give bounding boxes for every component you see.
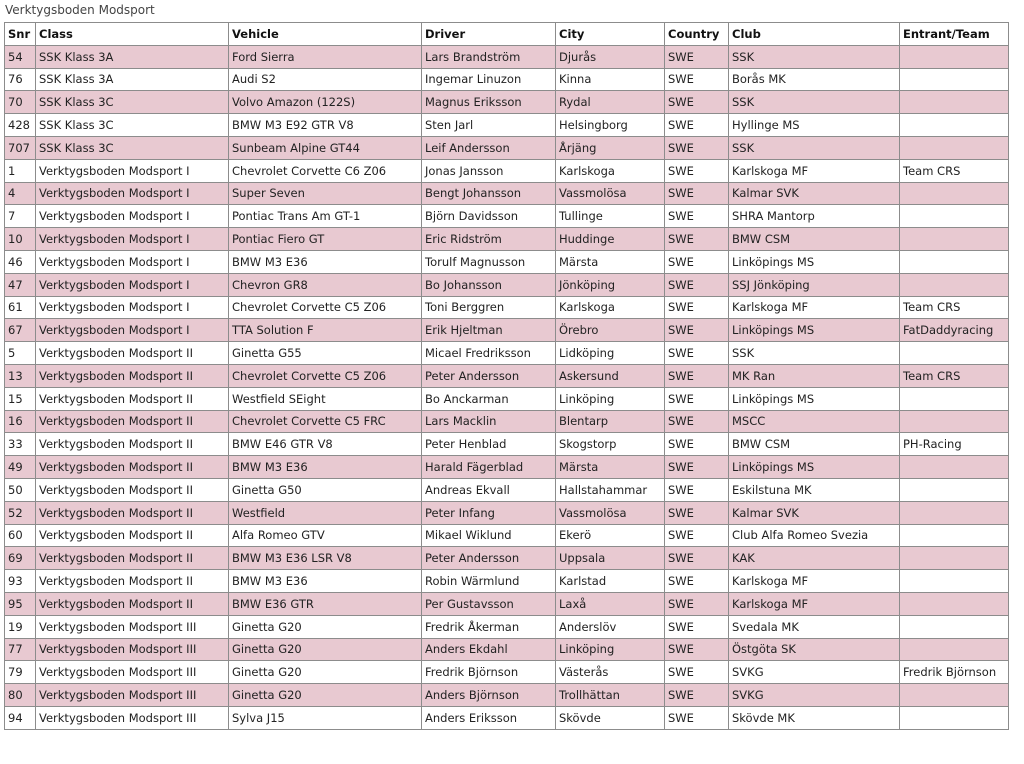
cell-snr: 19 (5, 615, 36, 638)
cell-entrant-team (900, 570, 1009, 593)
cell-club: BMW CSM (729, 433, 900, 456)
cell-class: Verktygsboden Modsport I (36, 159, 229, 182)
cell-class: Verktygsboden Modsport I (36, 182, 229, 205)
cell-entrant-team (900, 250, 1009, 273)
cell-entrant-team: Team CRS (900, 296, 1009, 319)
cell-city: Jönköping (556, 273, 665, 296)
cell-driver: Bo Johansson (422, 273, 556, 296)
cell-snr: 16 (5, 410, 36, 433)
table-row (5, 319, 1009, 342)
cell-city: Skövde (556, 706, 665, 729)
cell-country: SWE (665, 387, 729, 410)
cell-entrant-team (900, 410, 1009, 433)
cell-driver: Eric Ridström (422, 228, 556, 251)
cell-club: SSJ Jönköping (729, 273, 900, 296)
cell-country: SWE (665, 547, 729, 570)
cell-vehicle: Chevrolet Corvette C5 FRC (229, 410, 422, 433)
cell-entrant-team (900, 273, 1009, 296)
cell-vehicle: Chevrolet Corvette C6 Z06 (229, 159, 422, 182)
cell-country: SWE (665, 250, 729, 273)
page-title: Verktygsboden Modsport (5, 3, 155, 17)
cell-city: Linköping (556, 387, 665, 410)
cell-class: Verktygsboden Modsport II (36, 387, 229, 410)
cell-city: Trollhättan (556, 684, 665, 707)
cell-country: SWE (665, 159, 729, 182)
cell-city: Karlskoga (556, 159, 665, 182)
cell-city: Djurås (556, 45, 665, 68)
cell-city: Västerås (556, 661, 665, 684)
cell-club: Linköpings MS (729, 250, 900, 273)
cell-club: SVKG (729, 661, 900, 684)
cell-country: SWE (665, 273, 729, 296)
cell-club: Karlskoga MF (729, 296, 900, 319)
cell-city: Märsta (556, 456, 665, 479)
cell-country: SWE (665, 456, 729, 479)
cell-snr: 47 (5, 273, 36, 296)
cell-driver: Mikael Wiklund (422, 524, 556, 547)
column-header-vehicle: Vehicle (229, 23, 422, 46)
cell-class: Verktygsboden Modsport III (36, 706, 229, 729)
cell-entrant-team (900, 592, 1009, 615)
cell-city: Huddinge (556, 228, 665, 251)
entry-list-table (4, 22, 1009, 730)
cell-entrant-team (900, 136, 1009, 159)
cell-class: Verktygsboden Modsport I (36, 228, 229, 251)
cell-driver: Andreas Ekvall (422, 478, 556, 501)
cell-class: Verktygsboden Modsport I (36, 250, 229, 273)
cell-snr: 95 (5, 592, 36, 615)
cell-club: Hyllinge MS (729, 114, 900, 137)
cell-entrant-team (900, 91, 1009, 114)
cell-city: Askersund (556, 364, 665, 387)
cell-country: SWE (665, 136, 729, 159)
cell-vehicle: TTA Solution F (229, 319, 422, 342)
cell-driver: Leif Andersson (422, 136, 556, 159)
cell-city: Kinna (556, 68, 665, 91)
cell-country: SWE (665, 433, 729, 456)
table-row (5, 684, 1009, 707)
table-row (5, 364, 1009, 387)
cell-class: Verktygsboden Modsport II (36, 342, 229, 365)
cell-city: Skogstorp (556, 433, 665, 456)
cell-snr: 10 (5, 228, 36, 251)
cell-snr: 70 (5, 91, 36, 114)
cell-class: SSK Klass 3A (36, 68, 229, 91)
cell-vehicle: Pontiac Trans Am GT-1 (229, 205, 422, 228)
cell-country: SWE (665, 114, 729, 137)
table-row (5, 45, 1009, 68)
cell-city: Hallstahammar (556, 478, 665, 501)
cell-country: SWE (665, 319, 729, 342)
cell-class: Verktygsboden Modsport II (36, 478, 229, 501)
cell-driver: Per Gustavsson (422, 592, 556, 615)
cell-entrant-team: PH-Racing (900, 433, 1009, 456)
cell-vehicle: Super Seven (229, 182, 422, 205)
cell-class: Verktygsboden Modsport II (36, 592, 229, 615)
cell-driver: Fredrik Åkerman (422, 615, 556, 638)
cell-country: SWE (665, 205, 729, 228)
cell-club: Linköpings MS (729, 387, 900, 410)
cell-city: Linköping (556, 638, 665, 661)
table-row (5, 273, 1009, 296)
cell-class: Verktygsboden Modsport II (36, 547, 229, 570)
table-row (5, 638, 1009, 661)
cell-class: Verktygsboden Modsport III (36, 661, 229, 684)
cell-entrant-team (900, 45, 1009, 68)
table-row (5, 706, 1009, 729)
cell-country: SWE (665, 45, 729, 68)
cell-class: SSK Klass 3C (36, 114, 229, 137)
cell-snr: 69 (5, 547, 36, 570)
table-row (5, 456, 1009, 479)
cell-country: SWE (665, 592, 729, 615)
cell-vehicle: Sylva J15 (229, 706, 422, 729)
cell-club: Svedala MK (729, 615, 900, 638)
cell-class: Verktygsboden Modsport II (36, 524, 229, 547)
cell-club: Borås MK (729, 68, 900, 91)
table-row (5, 68, 1009, 91)
cell-club: Eskilstuna MK (729, 478, 900, 501)
table-row (5, 182, 1009, 205)
cell-snr: 67 (5, 319, 36, 342)
cell-city: Lidköping (556, 342, 665, 365)
cell-snr: 49 (5, 456, 36, 479)
cell-country: SWE (665, 228, 729, 251)
table-body (5, 45, 1009, 729)
cell-city: Karlstad (556, 570, 665, 593)
cell-entrant-team (900, 547, 1009, 570)
cell-driver: Bengt Johansson (422, 182, 556, 205)
cell-country: SWE (665, 615, 729, 638)
cell-vehicle: BMW M3 E36 (229, 456, 422, 479)
cell-vehicle: Ginetta G20 (229, 661, 422, 684)
cell-club: SSK (729, 342, 900, 365)
cell-country: SWE (665, 638, 729, 661)
table-row (5, 524, 1009, 547)
cell-entrant-team (900, 615, 1009, 638)
cell-class: SSK Klass 3C (36, 136, 229, 159)
table-row (5, 592, 1009, 615)
header-row (5, 23, 1009, 46)
cell-snr: 79 (5, 661, 36, 684)
cell-entrant-team: Team CRS (900, 159, 1009, 182)
table-row (5, 410, 1009, 433)
cell-city: Vassmolösa (556, 182, 665, 205)
cell-entrant-team: Fredrik Björnson (900, 661, 1009, 684)
table-row (5, 387, 1009, 410)
cell-entrant-team (900, 524, 1009, 547)
cell-club: Östgöta SK (729, 638, 900, 661)
cell-class: Verktygsboden Modsport III (36, 638, 229, 661)
cell-vehicle: Ginetta G20 (229, 684, 422, 707)
table-row (5, 228, 1009, 251)
table-row (5, 433, 1009, 456)
cell-city: Tullinge (556, 205, 665, 228)
cell-driver: Peter Infang (422, 501, 556, 524)
cell-country: SWE (665, 182, 729, 205)
cell-country: SWE (665, 684, 729, 707)
cell-driver: Björn Davidsson (422, 205, 556, 228)
cell-entrant-team (900, 114, 1009, 137)
cell-driver: Peter Andersson (422, 364, 556, 387)
cell-city: Vassmolösa (556, 501, 665, 524)
cell-snr: 5 (5, 342, 36, 365)
cell-driver: Lars Brandström (422, 45, 556, 68)
cell-country: SWE (665, 364, 729, 387)
cell-snr: 54 (5, 45, 36, 68)
cell-country: SWE (665, 501, 729, 524)
cell-club: KAK (729, 547, 900, 570)
cell-club: MK Ran (729, 364, 900, 387)
cell-city: Ekerö (556, 524, 665, 547)
cell-club: Kalmar SVK (729, 501, 900, 524)
cell-class: Verktygsboden Modsport I (36, 273, 229, 296)
cell-snr: 707 (5, 136, 36, 159)
cell-vehicle: Ginetta G20 (229, 638, 422, 661)
cell-snr: 80 (5, 684, 36, 707)
cell-city: Helsingborg (556, 114, 665, 137)
table-row (5, 342, 1009, 365)
table-row (5, 661, 1009, 684)
cell-country: SWE (665, 478, 729, 501)
cell-city: Karlskoga (556, 296, 665, 319)
cell-entrant-team: Team CRS (900, 364, 1009, 387)
cell-city: Rydal (556, 91, 665, 114)
cell-city: Laxå (556, 592, 665, 615)
cell-club: SHRA Mantorp (729, 205, 900, 228)
cell-class: Verktygsboden Modsport III (36, 684, 229, 707)
cell-snr: 7 (5, 205, 36, 228)
cell-vehicle: Sunbeam Alpine GT44 (229, 136, 422, 159)
cell-club: BMW CSM (729, 228, 900, 251)
cell-driver: Magnus Eriksson (422, 91, 556, 114)
cell-country: SWE (665, 410, 729, 433)
cell-vehicle: BMW E36 GTR (229, 592, 422, 615)
cell-club: SSK (729, 45, 900, 68)
table-row (5, 159, 1009, 182)
column-header-driver: Driver (422, 23, 556, 46)
cell-driver: Sten Jarl (422, 114, 556, 137)
cell-driver: Robin Wärmlund (422, 570, 556, 593)
cell-entrant-team (900, 456, 1009, 479)
cell-club: Kalmar SVK (729, 182, 900, 205)
cell-club: Skövde MK (729, 706, 900, 729)
cell-club: SSK (729, 136, 900, 159)
cell-snr: 77 (5, 638, 36, 661)
cell-class: Verktygsboden Modsport II (36, 433, 229, 456)
cell-entrant-team (900, 478, 1009, 501)
cell-club: Karlskoga MF (729, 570, 900, 593)
cell-club: SSK (729, 91, 900, 114)
cell-vehicle: Ginetta G50 (229, 478, 422, 501)
cell-driver: Peter Henblad (422, 433, 556, 456)
column-header-snr: Snr (5, 23, 36, 46)
cell-city: Anderslöv (556, 615, 665, 638)
cell-snr: 4 (5, 182, 36, 205)
cell-class: Verktygsboden Modsport II (36, 364, 229, 387)
table-row (5, 91, 1009, 114)
column-header-city: City (556, 23, 665, 46)
cell-club: Karlskoga MF (729, 592, 900, 615)
cell-entrant-team (900, 68, 1009, 91)
cell-vehicle: BMW M3 E36 LSR V8 (229, 547, 422, 570)
cell-club: SVKG (729, 684, 900, 707)
table-row (5, 570, 1009, 593)
cell-city: Blentarp (556, 410, 665, 433)
table-row (5, 615, 1009, 638)
cell-snr: 52 (5, 501, 36, 524)
cell-vehicle: BMW M3 E36 (229, 250, 422, 273)
cell-club: Linköpings MS (729, 456, 900, 479)
cell-driver: Peter Andersson (422, 547, 556, 570)
cell-driver: Harald Fägerblad (422, 456, 556, 479)
cell-country: SWE (665, 570, 729, 593)
cell-driver: Ingemar Linuzon (422, 68, 556, 91)
cell-class: Verktygsboden Modsport I (36, 319, 229, 342)
cell-snr: 428 (5, 114, 36, 137)
cell-club: MSCC (729, 410, 900, 433)
cell-vehicle: Ford Sierra (229, 45, 422, 68)
cell-driver: Bo Anckarman (422, 387, 556, 410)
cell-country: SWE (665, 524, 729, 547)
cell-snr: 93 (5, 570, 36, 593)
cell-class: Verktygsboden Modsport II (36, 570, 229, 593)
table-row (5, 547, 1009, 570)
cell-class: Verktygsboden Modsport I (36, 205, 229, 228)
cell-vehicle: Chevron GR8 (229, 273, 422, 296)
column-header-club: Club (729, 23, 900, 46)
cell-driver: Micael Fredriksson (422, 342, 556, 365)
cell-club: Club Alfa Romeo Svezia (729, 524, 900, 547)
cell-vehicle: Ginetta G55 (229, 342, 422, 365)
cell-class: Verktygsboden Modsport III (36, 615, 229, 638)
cell-city: Märsta (556, 250, 665, 273)
cell-driver: Anders Eriksson (422, 706, 556, 729)
table-row (5, 478, 1009, 501)
table-row (5, 114, 1009, 137)
cell-country: SWE (665, 296, 729, 319)
cell-country: SWE (665, 661, 729, 684)
cell-class: Verktygsboden Modsport II (36, 410, 229, 433)
cell-snr: 15 (5, 387, 36, 410)
cell-entrant-team (900, 501, 1009, 524)
cell-entrant-team (900, 342, 1009, 365)
cell-country: SWE (665, 706, 729, 729)
cell-club: Karlskoga MF (729, 159, 900, 182)
table-row (5, 250, 1009, 273)
cell-entrant-team (900, 706, 1009, 729)
cell-driver: Anders Björnson (422, 684, 556, 707)
cell-vehicle: Chevrolet Corvette C5 Z06 (229, 364, 422, 387)
cell-snr: 60 (5, 524, 36, 547)
cell-class: SSK Klass 3C (36, 91, 229, 114)
cell-class: Verktygsboden Modsport I (36, 296, 229, 319)
cell-country: SWE (665, 91, 729, 114)
cell-driver: Lars Macklin (422, 410, 556, 433)
cell-vehicle: Audi S2 (229, 68, 422, 91)
cell-entrant-team: FatDaddyracing (900, 319, 1009, 342)
cell-city: Örebro (556, 319, 665, 342)
cell-vehicle: Ginetta G20 (229, 615, 422, 638)
cell-entrant-team (900, 684, 1009, 707)
table-row (5, 136, 1009, 159)
cell-driver: Toni Berggren (422, 296, 556, 319)
cell-vehicle: Alfa Romeo GTV (229, 524, 422, 547)
cell-vehicle: BMW M3 E36 (229, 570, 422, 593)
cell-vehicle: Pontiac Fiero GT (229, 228, 422, 251)
cell-club: Linköpings MS (729, 319, 900, 342)
cell-vehicle: Volvo Amazon (122S) (229, 91, 422, 114)
cell-country: SWE (665, 342, 729, 365)
cell-snr: 33 (5, 433, 36, 456)
cell-driver: Anders Ekdahl (422, 638, 556, 661)
cell-city: Uppsala (556, 547, 665, 570)
cell-vehicle: Westfield (229, 501, 422, 524)
table-row (5, 296, 1009, 319)
cell-entrant-team (900, 638, 1009, 661)
cell-snr: 13 (5, 364, 36, 387)
cell-driver: Jonas Jansson (422, 159, 556, 182)
cell-class: Verktygsboden Modsport II (36, 456, 229, 479)
cell-snr: 76 (5, 68, 36, 91)
cell-snr: 1 (5, 159, 36, 182)
column-header-entrant-team: Entrant/Team (900, 23, 1009, 46)
cell-class: SSK Klass 3A (36, 45, 229, 68)
cell-entrant-team (900, 182, 1009, 205)
cell-snr: 94 (5, 706, 36, 729)
cell-city: Årjäng (556, 136, 665, 159)
cell-class: Verktygsboden Modsport II (36, 501, 229, 524)
cell-snr: 46 (5, 250, 36, 273)
cell-vehicle: Westfield SEight (229, 387, 422, 410)
cell-driver: Erik Hjeltman (422, 319, 556, 342)
table-row (5, 205, 1009, 228)
column-header-country: Country (665, 23, 729, 46)
cell-vehicle: BMW E46 GTR V8 (229, 433, 422, 456)
column-header-class: Class (36, 23, 229, 46)
cell-driver: Fredrik Björnson (422, 661, 556, 684)
cell-country: SWE (665, 68, 729, 91)
cell-entrant-team (900, 387, 1009, 410)
cell-vehicle: Chevrolet Corvette C5 Z06 (229, 296, 422, 319)
cell-entrant-team (900, 228, 1009, 251)
table-row (5, 501, 1009, 524)
cell-driver: Torulf Magnusson (422, 250, 556, 273)
cell-vehicle: BMW M3 E92 GTR V8 (229, 114, 422, 137)
cell-snr: 50 (5, 478, 36, 501)
cell-entrant-team (900, 205, 1009, 228)
cell-snr: 61 (5, 296, 36, 319)
